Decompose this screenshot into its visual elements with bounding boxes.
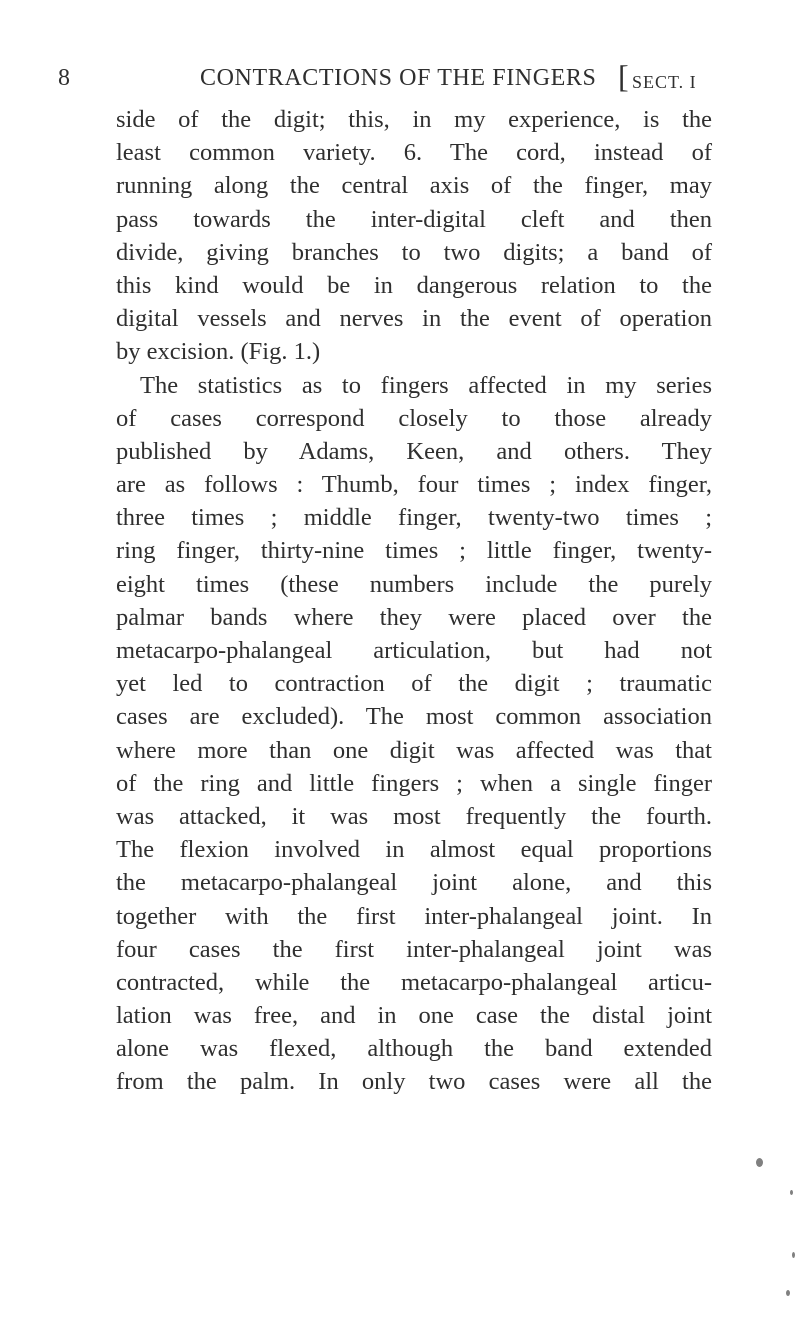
text-line: The statistics as to fingers affected in my series [140,371,712,399]
ink-speck [786,1290,790,1296]
text-line: three times ; middle finger, twenty-two times ; [116,504,712,532]
page-number: 8 [58,65,71,91]
text-line: least common variety. 6. The cord, instead of [116,139,712,167]
text-line: alone was flexed, although the band extended [116,1035,712,1063]
chapter-title: CONTRACTIONS OF THE FINGERS [200,65,597,91]
text-line: palmar bands where they were placed over the [116,603,712,631]
ink-speck [756,1158,763,1167]
text-line: pass towards the inter-digital cleft and then [116,205,712,233]
section-bracket: [ [618,58,630,94]
text-line: metacarpo-phalangeal articulation, but had not [116,637,712,664]
text-line: divide, giving branches to two digits; a band of [116,238,712,266]
text-line: where more than one digit was affected was that [116,736,712,764]
running-header [58,58,722,98]
text-line: of cases correspond closely to those already [116,404,712,432]
ink-speck [792,1252,795,1258]
text-line: side of the digit; this, in my experience, is the [116,106,712,133]
text-line: ring finger, thirty-nine times ; little finger, twenty- [116,537,712,565]
text-line: cases are excluded). The most common association [116,703,712,731]
text-line: running along the central axis of the finger, may [116,172,712,200]
text-line: was attacked, it was most frequently the fourth. [116,802,712,830]
ink-speck [790,1190,793,1195]
text-line: are as follows : Thumb, four times ; index finger, [116,471,712,499]
text-line: published by Adams, Keen, and others. They [116,437,712,465]
text-line: by excision. (Fig. 1.) [116,338,321,366]
text-line: yet led to contraction of the digit ; traumatic [116,670,712,698]
section-label: SECT. I [632,72,697,92]
text-line: of the ring and little fingers ; when a single finger [116,769,712,797]
text-line: lation was free, and in one case the distal joint [116,1002,712,1030]
text-line: The flexion involved in almost equal proportions [116,836,712,864]
text-line: contracted, while the metacarpo-phalangeal articu- [116,968,712,996]
text-line: eight times (these numbers include the purely [116,570,712,598]
body-text [116,103,712,1099]
text-line: four cases the first inter-phalangeal joint was [116,935,712,963]
text-line: together with the first inter-phalangeal joint. In [116,902,712,930]
text-line: the metacarpo-phalangeal joint alone, and this [116,869,712,897]
text-line: digital vessels and nerves in the event of operation [116,305,712,333]
text-line: this kind would be in dangerous relation to the [116,271,712,299]
text-line: from the palm. In only two cases were all the [116,1068,712,1096]
